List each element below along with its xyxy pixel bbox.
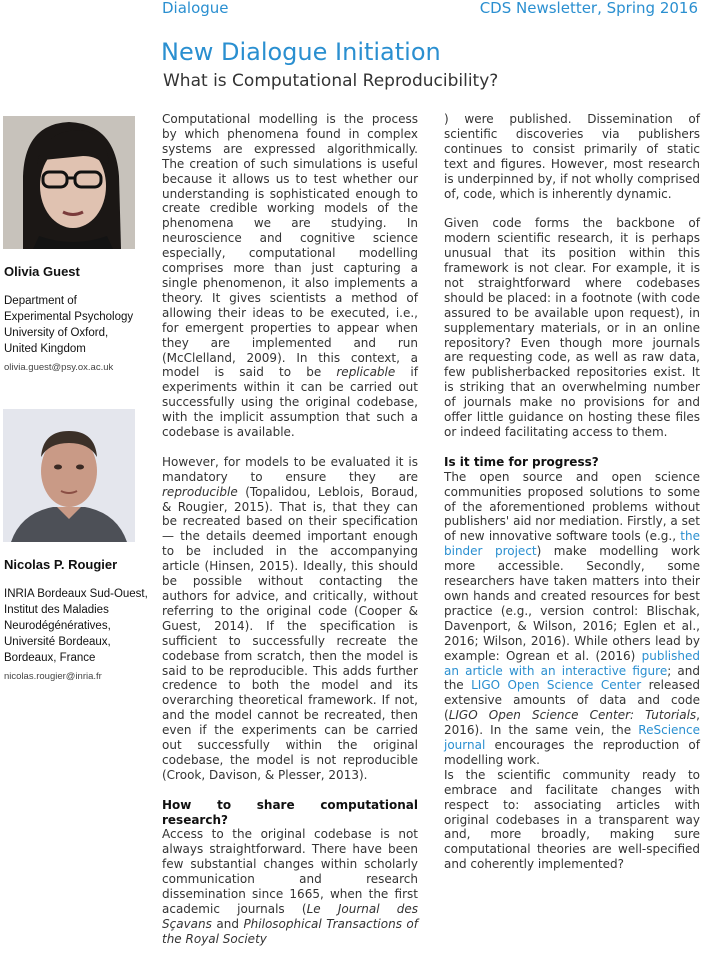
affiliation-line: United Kingdom [4, 343, 86, 355]
body-column-left [162, 112, 418, 962]
affiliation-line: Experimental Psychology [4, 311, 134, 323]
affiliation-line: INRIA Bordeaux Sud-Ouest, [4, 588, 148, 600]
author-olivia-guest [4, 264, 133, 373]
author-name: Olivia Guest [4, 264, 80, 279]
portrait-woman-icon [3, 116, 135, 249]
author-photo-nicolas-rougier [3, 409, 135, 542]
article-title: New Dialogue Initiation [161, 38, 441, 66]
newsletter-issue: CDS Newsletter, Spring 2016 [479, 0, 698, 17]
paragraph: Given code forms the backbone of modern scientific research, it is perhaps unusual that its position within this framework is not clear. For example, it is not straightforward where codebases should be placed: in a footnote (with code assured to be available upon request), in supplementary materials, or in an online repository? Even though more journals are requesting code, as well as raw data, few publisherbacked repositories exist. It is striking that an overwhelming number of journals make no provisions for and offer little guidance on hosting these files or indeed facilitating access to them. [444, 216, 700, 440]
affiliation-line: Department of [4, 295, 77, 307]
binder-project-link[interactable]: the binder project [444, 529, 700, 559]
affiliation-line: Bordeaux, France [4, 652, 96, 664]
author-photo-olivia-guest [3, 116, 135, 249]
author-name: Nicolas P. Rougier [4, 557, 118, 572]
author-email[interactable]: nicolas.rougier@inria.fr [4, 671, 102, 682]
section-heading: Is it time for progress? [444, 454, 599, 469]
paragraph: The open source and open science communities proposed solutions to some of the aforementioned problems without publishers' aid nor mediation. Firstly, a set of new innovative software tools (e.g., the binder project) make modelling work more accessible. Secondly, some researchers have taken matters into their own hands and created resources for best practice (e.g., version control: Blischak, Davenport, & Wilson, 2016; Eglen et al., 2016; Wilson, 2016). While others lead by example: Ogrean et al. (2016) published an article with an interactive figure; and the LIGO Open Science Center released extensive amounts of data and code (LIGO Open Science Center: Tutorials, 2016). In the same vein, the ReScience journal encourages the reproduction of modelling work. [444, 469, 701, 767]
section-label: Dialogue [162, 0, 229, 17]
author-affiliation [4, 586, 148, 666]
rescience-link[interactable]: ReScience journal [444, 723, 700, 753]
author-affiliation [4, 293, 133, 357]
paragraph: ) were published. Dissemination of scientific discoveries via publishers continues to consist primarily of static text and figures. However, most research is underpinned by, if not wholly comprised of, code, which is inherently dynamic. [444, 112, 700, 201]
portrait-man-icon [3, 409, 135, 542]
author-email[interactable]: olivia.guest@psy.ox.ac.uk [4, 362, 114, 373]
author-nicolas-rougier [4, 557, 148, 682]
paragraph: However, for models to be evaluated it is mandatory to ensure they are reproducible (Topalidou, Leblois, Boraud, & Rougier, 2015). That is, that they can be recreated based on their specification — the details deemed important enough to be included in the accompanying article (Hinsen, 2015). Ideally, this should be possible without contacting the authors for advice, and critically, without referring to the original code (Cooper & Guest, 2014). If the specification is sufficient to successfully recreate the codebase from scratch, then the model is said to be reproducible. This adds further credence to both the model and its overarching theoretical framework. If not, and the model cannot be recreated, then even if the experiments can be carried out successfully within the original codebase, the model is not reproducible (Crook, Davison, & Plesser, 2013). [162, 454, 418, 782]
affiliation-line: University of Oxford, [4, 327, 109, 339]
body-column-right [444, 112, 700, 887]
affiliation-line: Université Bordeaux, [4, 636, 111, 648]
affiliation-line: Neurodégénératives, [4, 620, 111, 632]
interactive-figure-link[interactable]: published an article with an interactive figure [444, 648, 700, 678]
section-heading: How to share computational research? [162, 797, 418, 827]
paragraph: Is the scientific community ready to embrace and facilitate changes with respect to: associating articles with original codebases in a transparent way and, more broadly, making sure computational theories are well-specified and coherently implemented? [444, 767, 700, 872]
affiliation-line: Institut des Maladies [4, 604, 109, 616]
article-subtitle: What is Computational Reproducibility? [163, 71, 499, 91]
ligo-link[interactable]: LIGO Open Science Center [471, 678, 642, 693]
paragraph: Computational modelling is the process by which phenomena found in complex systems are expressed algorithmically. The creation of such simulations is useful because it allows us to test whether our understanding is sophisticated enough to create credible working models of the phenomena we are studying. In neuroscience and cognitive science especially, computational modelling comprises more than just capturing a single phenomenon, it also implements a theory. It gives scientists a method of allowing their ideas to be executed, i.e., for emergent properties to appear when they are implemented and run (McClelland, 2009). In this context, a model is said to be replicable if experiments within it can be carried out successfully using the original codebase, with the implicit assumption that such a codebase is available. [162, 112, 418, 440]
paragraph: Access to the original codebase is not always straightforward. There have been few substantial changes within scholarly communication and research dissemination since 1665, when the first academic journals (Le Journal des Sçavans and Philosophical Transactions of the Royal Society [162, 827, 418, 946]
